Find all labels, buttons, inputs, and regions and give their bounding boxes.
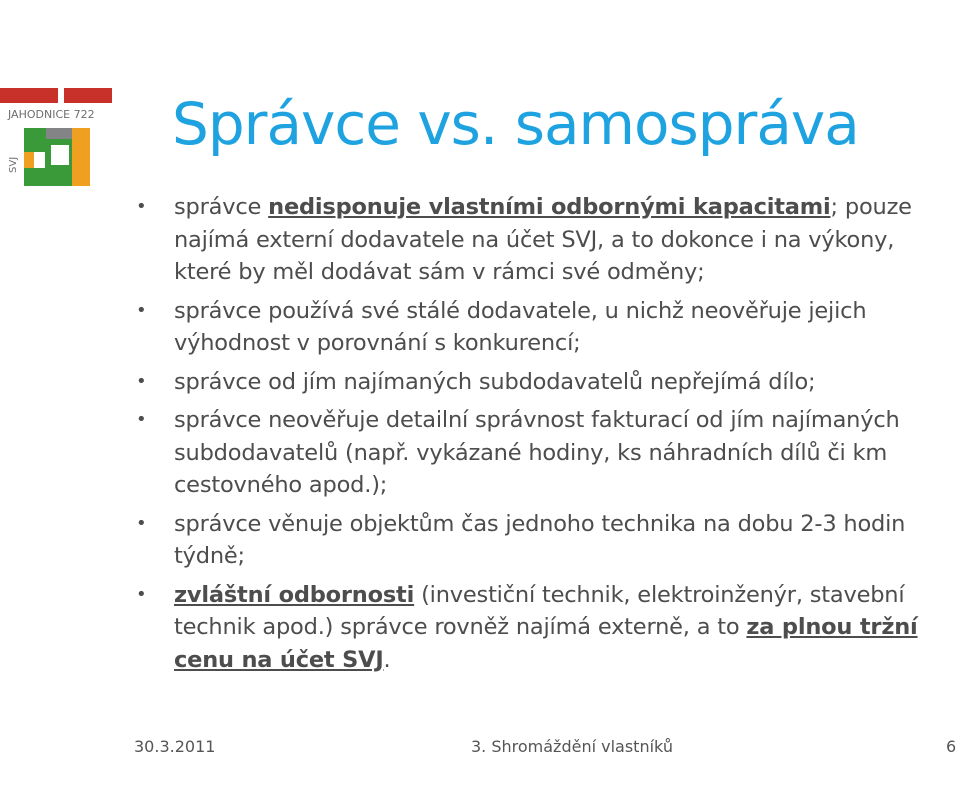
bullet-text: (investiční technik, elektroinženýr, stavební technik apod.) správce rovněž najímá externě, a to: [174, 581, 905, 640]
bullet-list: [136, 191, 956, 682]
slide-title: Správce vs. samospráva: [172, 89, 859, 158]
bullet-text: ; pouze najímá externí dodavatele na účet SVJ, a to dokonce i na výkony, které by měl dodávat sám v rámci své odměny;: [174, 194, 912, 285]
bullet-emphasis: za plnou tržní cenu na účet SVJ: [174, 614, 918, 673]
logo-red-bar: [0, 88, 58, 103]
bullet-item: [136, 508, 956, 573]
page-number: 6: [946, 737, 957, 756]
logo-orange-bar: [72, 128, 90, 186]
footer-date: 30.3.2011: [134, 737, 216, 756]
bullet-item: [136, 579, 956, 677]
bullet-text: .: [383, 646, 391, 673]
bullet-item: [136, 191, 956, 289]
bullet-text: správce: [174, 194, 269, 220]
bullet-item: [136, 404, 956, 502]
logo-green-base: [24, 168, 72, 186]
logo-green-block: [24, 128, 46, 152]
bullet-item: [136, 366, 956, 399]
logo-side-text: SVJ: [8, 156, 19, 173]
jahodnice-logo: [0, 88, 112, 198]
bullet-emphasis: zvláštní odbornosti: [174, 581, 415, 608]
bullet-emphasis: nedisponuje vlastními odbornými kapacitami: [268, 194, 831, 220]
logo-green-frame: [48, 142, 72, 168]
footer-title: 3. Shromáždění vlastníků: [471, 737, 673, 756]
bullet-text: správce používá své stálé dodavatele, u nichž neověřuje jejich výhodnost v porovnání s konkurencí;: [174, 297, 867, 356]
bullet-text: správce věnuje objektům čas jednoho technika na dobu 2-3 hodin týdně;: [174, 510, 906, 569]
logo-text: JAHODNICE 722: [8, 108, 95, 121]
logo-red-bar-right: [64, 88, 112, 103]
bullet-text: správce od jím najímaných subdodavatelů nepřejímá dílo;: [174, 368, 816, 395]
bullet-text: správce neověřuje detailní správnost fakturací od jím najímaných subdodavatelů (např. vykázané hodiny, ks náhradních dílů či km cestovného apod.);: [174, 407, 900, 498]
logo-orange-small: [24, 152, 34, 168]
bullet-item: [136, 295, 956, 360]
